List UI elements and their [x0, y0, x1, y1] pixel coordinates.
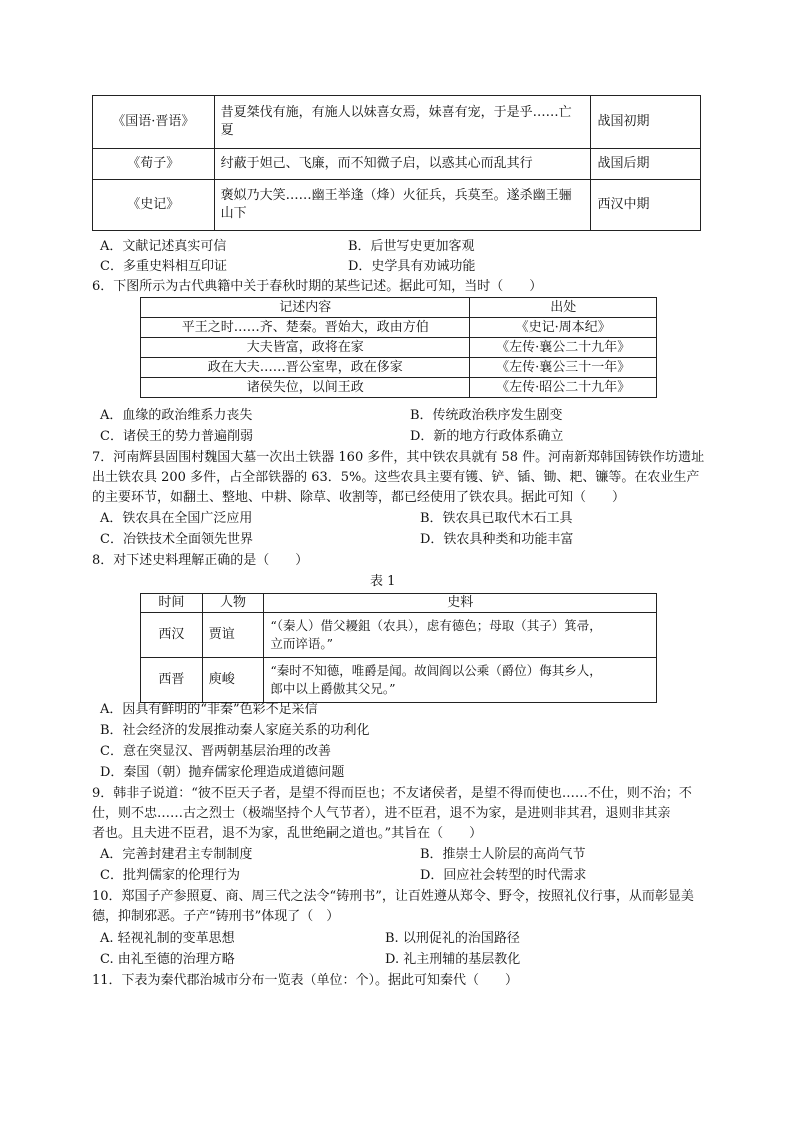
option-d: D．史学具有劝诫功能: [348, 259, 476, 274]
question-10-line: 10．郑国子产参照夏、商、周三代之法令“铸刑书”，让百姓遵从郑令、野令，按照礼仪行事，从而彰显美: [92, 889, 694, 904]
column-header: 时间: [141, 594, 203, 613]
column-header: 史料: [264, 594, 657, 613]
question-7-line: 出土铁农具 200 多件，占全部铁器的 63．5%。这些农具主要有镬、铲、锸、锄、耙、镰等。在农业生产: [92, 470, 700, 485]
time-cell: 西汉: [141, 613, 203, 658]
question-7-line: 的主要环节，如翻土、整地、中耕、除草、收割等，都已经使用了铁农具。据此可知（ ）: [92, 490, 626, 505]
table-row: [141, 358, 657, 378]
content-cell: 政在大夫……晋公室卑，政在侈家: [141, 358, 470, 378]
option-a: A．文献记述真实可信: [100, 239, 227, 254]
table-row: [93, 149, 701, 180]
source-text-line: “（秦人）借父耰鉏（农具），虑有德色；母取（其子）箕帚，: [270, 618, 602, 633]
option-d: D．秦国（朝）抛弃儒家伦理造成道德问题: [100, 765, 345, 780]
table-row: [141, 338, 657, 358]
option-b: B．社会经济的发展推动秦人家庭关系的功利化: [100, 723, 370, 738]
period-cell: 战国初期: [591, 96, 701, 149]
period-cell: 西汉中期: [591, 180, 701, 231]
table-row: [141, 613, 657, 658]
question-9-line: 9．韩非子说道：“彼不臣天子者，是望不得而臣也；不友诸侯者，是望不得而使也……不仕，则不治；不: [92, 786, 692, 801]
book-cell: 《国语·晋语》: [93, 96, 215, 149]
table-row: [141, 658, 657, 703]
source-text-line: 郎中以上爵傲其父兄。”: [270, 681, 396, 696]
column-header: 记述内容: [141, 298, 470, 318]
question-9-line: 仕，则不忠……古之烈士（极端坚持个人气节者），进不臣君，退不为家，是进则非其君，退则非其亲: [92, 806, 671, 821]
source-cell: 《左传·襄公二十九年》: [470, 338, 657, 358]
source-text-cell: [264, 613, 657, 658]
option-a: A. 轻视礼制的变革思想: [100, 931, 235, 946]
option-d: D．回应社会转型的时代需求: [420, 868, 587, 883]
table-header-row: [141, 594, 657, 613]
option-b: B．推崇士人阶层的高尚气节: [420, 847, 586, 862]
option-a: A．铁农具在全国广泛应用: [100, 511, 253, 526]
option-b: B．后世写史更加客观: [348, 239, 475, 254]
table-row: [93, 96, 701, 149]
content-cell: 诸侯失位，以间王政: [141, 378, 470, 398]
content-cell: 平王之时……齐、楚秦。晋始大，政由方伯: [141, 318, 470, 338]
question-8-stem: 8．对下述史料理解正确的是（ ）: [92, 553, 309, 568]
table-row: [141, 378, 657, 398]
person-cell: 庾峻: [202, 658, 264, 703]
option-b: B．传统政治秩序发生剧变: [410, 408, 563, 423]
option-a: A．完善封建君主专制制度: [100, 847, 253, 862]
content-cell: 昔夏桀伐有施，有施人以妹喜女焉，妹喜有宠，于是乎……亡夏: [214, 96, 591, 149]
source-text-line: “秦时不知德，唯爵是闻。故闾阎以公乘（爵位）侮其乡人，: [270, 663, 602, 678]
source-cell: 《左传·昭公二十九年》: [470, 378, 657, 398]
option-c: C．意在突显汉、晋两朝基层治理的改善: [100, 744, 331, 759]
person-cell: 贾谊: [202, 613, 264, 658]
source-cell: 《史记·周本纪》: [470, 318, 657, 338]
option-b: B．铁农具已取代木石工具: [420, 511, 573, 526]
option-c: C．冶铁技术全面领先世界: [100, 532, 253, 547]
period-cell: 战国后期: [591, 149, 701, 180]
source-text-cell: [264, 658, 657, 703]
content-cell: 纣蔽于妲己、飞廉，而不知微子启，以惑其心而乱其行: [214, 149, 591, 180]
option-c: C．批判儒家的伦理行为: [100, 868, 240, 883]
option-d: D. 礼主刑辅的基层教化: [385, 952, 521, 967]
question-11-stem: 11．下表为秦代郡治城市分布一览表（单位：个）。据此可知秦代（ ）: [92, 973, 519, 988]
question-6-table: [140, 297, 657, 398]
option-c: C．多重史料相互印证: [100, 259, 227, 274]
history-records-table: [92, 95, 701, 231]
content-cell: 大夫皆富，政将在家: [141, 338, 470, 358]
table-caption: 表 1: [370, 574, 396, 589]
table-row: [141, 318, 657, 338]
option-d: D．新的地方行政体系确立: [410, 429, 564, 444]
question-10-line: 德，抑制邪恶。子产“铸刑书”体现了（ ）: [92, 909, 340, 924]
source-text-line: 立而谇语。”: [270, 636, 334, 651]
question-7-line: 7．河南辉县固围村魏国大墓一次出土铁器 160 多件，其中铁农具就有 58 件。河南新郑韩国铸铁作坊遗址: [92, 450, 705, 465]
option-c: C．诸侯王的势力普遍削弱: [100, 429, 253, 444]
column-header: 出处: [470, 298, 657, 318]
book-cell: 《荀子》: [93, 149, 215, 180]
option-a: A．因具有鲜明的“非秦”色彩不足采信: [100, 702, 318, 717]
time-cell: 西晋: [141, 658, 203, 703]
option-a: A．血缘的政治维系力丧失: [100, 408, 253, 423]
option-c: C. 由礼至德的治理方略: [100, 952, 235, 967]
question-6-stem: 6．下图所示为古代典籍中关于春秋时期的某些记述。据此可知，当时（ ）: [92, 279, 543, 294]
table-row: [93, 180, 701, 231]
option-d: D．铁农具种类和功能丰富: [420, 532, 574, 547]
table-header-row: [141, 298, 657, 318]
column-header: 人物: [202, 594, 264, 613]
question-8-table: [140, 593, 657, 703]
book-cell: 《史记》: [93, 180, 215, 231]
question-9-line: 者也。且夫进不臣君，退不为家，乱世绝嗣之道也。”其旨在（ ）: [92, 826, 483, 841]
content-cell: 褒姒乃大笑……幽王举逢（烽）火征兵，兵莫至。遂杀幽王骊山下: [214, 180, 591, 231]
option-b: B. 以刑促礼的治国路径: [385, 931, 520, 946]
source-cell: 《左传·襄公三十一年》: [470, 358, 657, 378]
